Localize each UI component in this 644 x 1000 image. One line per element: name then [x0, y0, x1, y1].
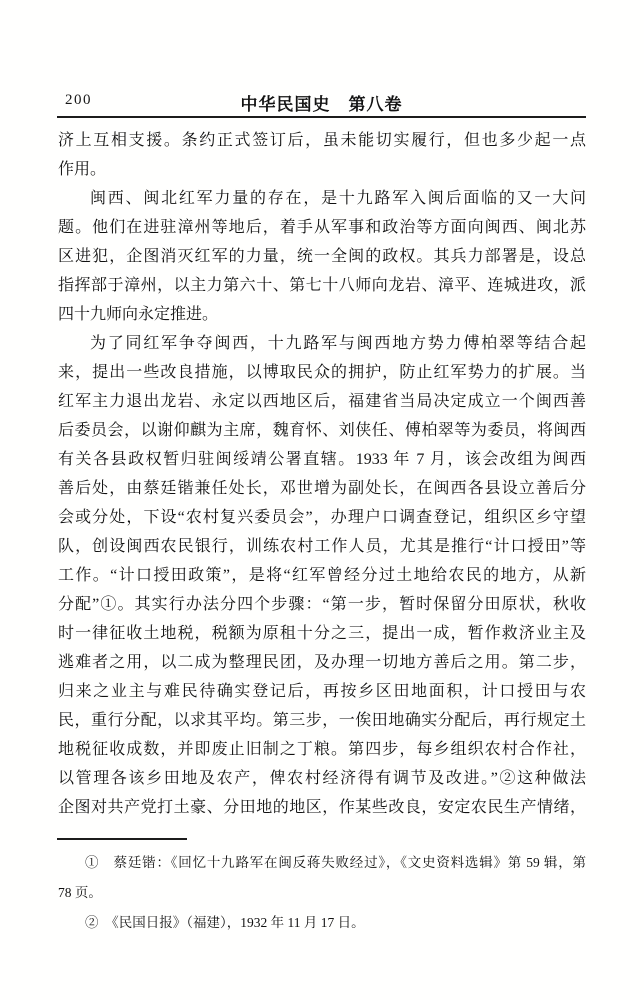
body-line: 指挥部于漳州，以主力第六十、第七十八师向龙岩、漳平、连城进攻，派	[58, 277, 586, 294]
body-line: 区进犯，企图消灭红军的力量，统一全闽的政权。其兵力部署是，设总	[58, 248, 586, 265]
body-line: 作用。	[58, 161, 107, 178]
body-line: 四十九师向永定推进。	[58, 306, 219, 323]
body-line: 济上互相支援。条约正式签订后，虽未能切实履行，但也多少起一点	[58, 132, 586, 149]
body-line: 逃难者之用，以二成为整理民团，及办理一切地方善后之用。第二步，	[58, 654, 586, 671]
header-rule	[57, 116, 586, 118]
running-header	[57, 88, 586, 114]
body-line: 善后处，由蔡廷锴兼任处长，邓世增为副处长，在闽西各县设立善后分	[58, 480, 586, 497]
body-line: 后委员会，以谢仰麒为主席，魏育怀、刘侠任、傅柏翠等为委员，将闽西	[58, 422, 586, 439]
body-line: 以管理各该乡田地及农产，俾农村经济得有调节及改进。”②这种做法	[58, 770, 586, 787]
footnote-line: ① 蔡廷锴：《回忆十九路军在闽反蒋失败经过》，《文史资料选辑》第 59 辑，第	[85, 855, 586, 870]
body-line: 为了同红军争夺闽西，十九路军与闽西地方势力傅柏翠等结合起	[90, 335, 586, 352]
body-line: 归来之业主与难民待确实登记后，再按乡区田地面积，计口授田与农	[58, 683, 586, 700]
page-number: 200	[65, 92, 92, 108]
footnote-line: ② 《民国日报》（福建），1932 年 11 月 17 日。	[85, 915, 365, 930]
body-line: 民，重行分配，以求其平均。第三步，一俟田地确实分配后，再行规定土	[58, 712, 586, 729]
body-line: 地税征收成数，并即废止旧制之丁粮。第四步，每乡组织农村合作社，	[58, 741, 586, 758]
body-line: 队，创设闽西农民银行，训练农村工作人员，尤其是推行“计口授田”等	[58, 538, 586, 555]
body-line: 会或分处，下设“农村复兴委员会”，办理户口调查登记，组织区乡守望	[58, 509, 586, 526]
body-line: 分配”①。其实行办法分四个步骤：“第一步，暂时保留分田原状，秋收	[58, 596, 586, 613]
body-line: 企图对共产党打土豪、分田地的地区，作某些改良，安定农民生产情绪，	[58, 799, 586, 816]
body-line: 来，提出一些改良措施，以博取民众的拥护，防止红军势力的扩展。当	[58, 364, 586, 381]
body-text	[58, 126, 586, 822]
body-line: 题。他们在进驻漳州等地后，着手从军事和政治等方面向闽西、闽北苏	[58, 219, 586, 236]
body-line: 有关各县政权暂归驻闽绥靖公署直辖。1933 年 7 月，该会改组为闽西	[58, 451, 586, 468]
body-line: 时一律征收土地税，税额为原租十分之三，提出一成，暂作救济业主及	[58, 625, 586, 642]
body-line: 工作。“计口授田政策”，是将“红军曾经分过土地给农民的地方，从新	[58, 567, 586, 584]
book-title: 中华民国史 第八卷	[240, 95, 403, 114]
footnote-line: 78 页。	[58, 885, 102, 900]
body-line: 闽西、闽北红军力量的存在，是十九路军入闽后面临的又一大问	[90, 190, 586, 207]
footnote-separator-rule	[57, 838, 187, 840]
body-line: 红军主力退出龙岩、永定以西地区后，福建省当局决定成立一个闽西善	[58, 393, 586, 410]
footnotes	[58, 848, 586, 938]
